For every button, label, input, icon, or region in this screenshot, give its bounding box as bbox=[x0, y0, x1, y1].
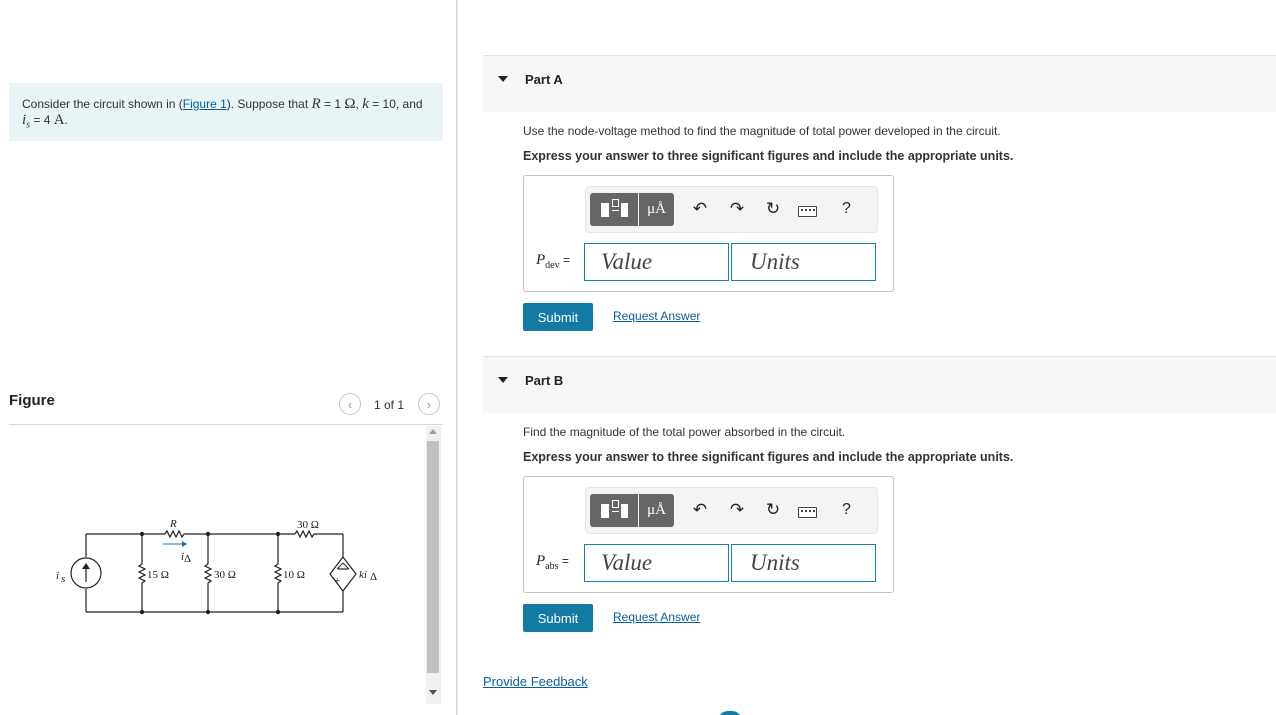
problem-text: Consider the circuit shown in ( bbox=[22, 97, 183, 111]
r-label: R bbox=[170, 518, 177, 530]
provide-feedback-link[interactable]: Provide Feedback bbox=[483, 674, 588, 689]
r15-label: 15 Ω bbox=[147, 569, 169, 581]
kidelta-sub-label: Δ bbox=[370, 571, 378, 583]
redo-icon[interactable]: ↷ bbox=[729, 199, 745, 218]
problem-statement bbox=[9, 83, 443, 141]
p-dev-label: $P_{dev}$ = bbox=[536, 252, 570, 271]
request-answer-link[interactable]: Request Answer bbox=[613, 309, 701, 323]
value-input[interactable]: Value bbox=[584, 243, 729, 281]
r10-label: 10 Ω bbox=[283, 569, 305, 581]
value-input[interactable]: Value bbox=[584, 544, 729, 582]
part-a-header[interactable] bbox=[483, 55, 1276, 112]
r30-top-label: 30 Ω bbox=[297, 519, 319, 531]
period: . bbox=[64, 113, 68, 127]
figure-title: Figure bbox=[9, 392, 55, 409]
pane-splitter[interactable] bbox=[456, 0, 458, 715]
reset-icon[interactable]: ↻ bbox=[765, 500, 781, 519]
k-value: = 10, and bbox=[368, 97, 423, 111]
request-answer-link[interactable]: Request Answer bbox=[613, 610, 701, 624]
figure-next-button[interactable] bbox=[418, 394, 440, 414]
feedback-widget[interactable] bbox=[718, 711, 742, 715]
r-value: = 1 bbox=[320, 97, 345, 111]
part-a-bold-instruction: Express your answer to three significant figures and include the appropriate units. bbox=[523, 149, 1014, 163]
chevron-right-icon[interactable]: › bbox=[418, 393, 440, 415]
units-input[interactable]: Units bbox=[731, 243, 876, 281]
plus-sign: + bbox=[334, 575, 341, 587]
circuit-diagram bbox=[50, 505, 390, 620]
keyboard-icon[interactable] bbox=[798, 507, 817, 518]
chevron-left-icon[interactable]: ‹ bbox=[339, 393, 361, 415]
k-symbol: k bbox=[362, 96, 369, 112]
reset-icon[interactable]: ↻ bbox=[765, 199, 781, 218]
separator: , bbox=[355, 97, 363, 111]
part-b-bold-instruction: Express your answer to three significant figures and include the appropriate units. bbox=[523, 450, 1014, 464]
part-a-label: Part A bbox=[525, 72, 563, 87]
figure-counter: 1 of 1 bbox=[374, 398, 405, 412]
help-icon[interactable]: ? bbox=[842, 501, 851, 518]
keyboard-icon[interactable] bbox=[798, 206, 817, 217]
figure-prev-button[interactable] bbox=[339, 394, 361, 414]
is-sub-label: s bbox=[61, 573, 66, 585]
redo-icon[interactable]: ↷ bbox=[729, 500, 745, 519]
undo-icon[interactable]: ↶ bbox=[692, 199, 708, 218]
is-label: i bbox=[56, 570, 60, 582]
is-value: = 4 bbox=[30, 113, 54, 127]
templates-icon[interactable] bbox=[590, 494, 638, 527]
part-b-label: Part B bbox=[525, 373, 564, 388]
collapse-triangle-icon[interactable] bbox=[498, 377, 508, 383]
r30-label: 30 Ω bbox=[214, 569, 236, 581]
scroll-thumb[interactable] bbox=[427, 441, 439, 673]
units-input[interactable]: Units bbox=[731, 544, 876, 582]
templates-icon[interactable] bbox=[590, 193, 638, 226]
submit-button[interactable]: Submit bbox=[523, 303, 593, 331]
part-b-answer-box bbox=[523, 476, 894, 593]
scroll-up-icon[interactable] bbox=[429, 429, 437, 434]
scroll-down-icon[interactable] bbox=[429, 690, 437, 695]
kidelta-label: ki bbox=[359, 569, 367, 581]
collapse-triangle-icon[interactable] bbox=[498, 76, 508, 82]
idelta-label: i bbox=[181, 551, 185, 563]
part-b-instruction: Find the magnitude of the total power absorbed in the circuit. bbox=[523, 425, 846, 439]
undo-icon[interactable]: ↶ bbox=[692, 500, 708, 519]
figure-divider bbox=[9, 424, 443, 425]
help-icon[interactable]: ? bbox=[842, 200, 851, 217]
figure-link[interactable]: Figure 1 bbox=[182, 97, 227, 111]
units-icon[interactable]: μÅ bbox=[639, 193, 674, 226]
ohm-symbol: Ω bbox=[344, 96, 356, 112]
part-a-instruction: Use the node-voltage method to find the magnitude of total power developed in the circuit. bbox=[523, 124, 1001, 138]
amp-unit: A bbox=[53, 112, 65, 128]
units-icon[interactable]: μÅ bbox=[639, 494, 674, 527]
math-toolbar bbox=[585, 487, 878, 534]
p-abs-label: $P_{abs}$ = bbox=[536, 553, 569, 572]
r-symbol: R bbox=[311, 96, 321, 112]
is-symbol: i bbox=[22, 112, 27, 128]
figure-scrollbar[interactable] bbox=[426, 426, 441, 704]
part-b-header[interactable] bbox=[483, 356, 1276, 413]
submit-button[interactable]: Submit bbox=[523, 604, 593, 632]
math-toolbar bbox=[585, 186, 878, 233]
problem-text: ). Suppose that bbox=[226, 97, 312, 111]
is-subscript: s bbox=[26, 119, 31, 131]
idelta-sub-label: Δ bbox=[184, 553, 192, 565]
part-a-answer-box bbox=[523, 175, 894, 292]
